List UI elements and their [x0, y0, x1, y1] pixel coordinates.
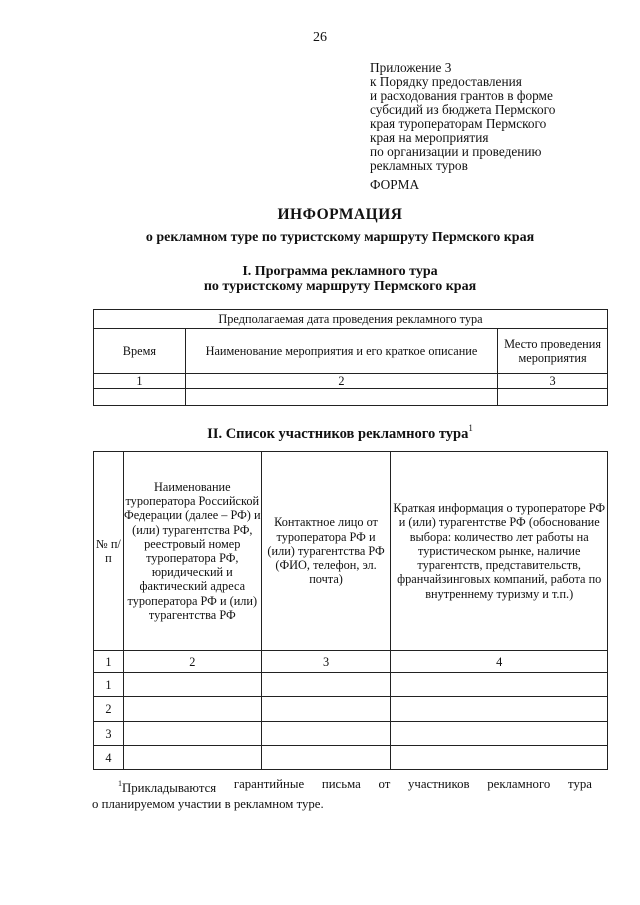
- col-header-contact: Контактное лицо от туроператора РФ и (или) турагентства РФ (ФИО, телефон, эл. почта): [261, 452, 391, 651]
- col-number: 3: [498, 374, 608, 389]
- appendix-line: и расходования грантов в форме: [370, 88, 553, 103]
- section1-heading: [0, 264, 640, 294]
- col-number: 2: [185, 374, 497, 389]
- date-row: Предполагаемая дата проведения рекламного тура: [94, 310, 608, 329]
- col-number: 2: [123, 651, 261, 673]
- appendix-line: к Порядку предоставления: [370, 74, 522, 89]
- footnote-ref: 1: [468, 423, 473, 433]
- col-header-info: Краткая информация о туроператоре РФ и (или) турагентстве РФ (обоснование выбора: количество лет работы на туристическом рынке, наличие турагентств, представительств, франчайзинговых компаний, работа по внутреннему туризму и т.п.): [391, 452, 608, 651]
- section1-heading-line: по туристскому маршруту Пермского края: [203, 279, 477, 294]
- form-label: ФОРМА: [370, 177, 420, 192]
- empty-cell: [94, 389, 186, 406]
- empty-cell: [261, 746, 391, 770]
- empty-cell: [123, 746, 261, 770]
- empty-cell: [391, 697, 608, 722]
- col-number: 1: [94, 374, 186, 389]
- section2-heading-text: II. Список участников рекламного тура: [207, 426, 469, 442]
- appendix-block: [370, 61, 630, 173]
- footnote-word-text: Прикладываются: [122, 781, 217, 795]
- participants-table: [93, 451, 608, 770]
- row-number: 4: [94, 746, 124, 770]
- row-number: 3: [94, 722, 124, 746]
- col-header-operator: Наименование туроператора Российской Федерации (далее – РФ) и (или) турагентства РФ, реестровый номер туроператора РФ, юридический и фактический адреса туроператора РФ и (или) турагентства РФ: [123, 452, 261, 651]
- empty-cell: [261, 722, 391, 746]
- page-number: 26: [313, 30, 327, 45]
- row-number: 2: [94, 697, 124, 722]
- col-header-number: № п/п: [94, 452, 124, 651]
- footnote-word: от: [378, 777, 391, 791]
- appendix-line: края туроператорам Пермского: [370, 116, 547, 131]
- footnote-word: участников: [408, 777, 470, 791]
- col-header-event: Наименование мероприятия и его краткое описание: [185, 329, 497, 374]
- document-subtitle: о рекламном туре по туристскому маршруту Пермского края: [145, 230, 535, 245]
- appendix-line: края на мероприятия: [370, 130, 489, 145]
- col-number: 3: [261, 651, 391, 673]
- appendix-line: рекламных туров: [370, 158, 468, 173]
- footnote-mark: 1: [118, 779, 122, 788]
- empty-cell: [498, 389, 608, 406]
- program-table: [93, 309, 608, 406]
- appendix-line: по организации и проведению: [370, 144, 542, 159]
- footnote-word: тура: [568, 777, 592, 791]
- appendix-line: Приложение 3: [370, 60, 452, 75]
- footnote-word: письма: [321, 777, 361, 791]
- footnote-word: гарантийные: [233, 777, 305, 791]
- section2-heading: [0, 423, 640, 443]
- footnote-word: рекламного: [487, 777, 551, 791]
- empty-cell: [261, 697, 391, 722]
- empty-cell: [391, 722, 608, 746]
- document-title: ИНФОРМАЦИЯ: [277, 206, 403, 223]
- empty-cell: [123, 722, 261, 746]
- empty-cell: [123, 697, 261, 722]
- empty-cell: [185, 389, 497, 406]
- section1-heading-line: I. Программа рекламного тура: [242, 264, 438, 279]
- empty-cell: [391, 746, 608, 770]
- col-number: 1: [94, 651, 124, 673]
- footnote: [92, 776, 592, 812]
- footnote-word: [118, 776, 216, 796]
- empty-cell: [391, 673, 608, 697]
- footnote-line: [92, 776, 592, 796]
- empty-cell: [123, 673, 261, 697]
- footnote-line: о планируемом участии в рекламном туре.: [92, 797, 324, 811]
- col-header-place: Место проведения мероприятия: [498, 329, 608, 374]
- appendix-line: субсидий из бюджета Пермского: [370, 102, 556, 117]
- col-number: 4: [391, 651, 608, 673]
- empty-cell: [261, 673, 391, 697]
- col-header-time: Время: [94, 329, 186, 374]
- row-number: 1: [94, 673, 124, 697]
